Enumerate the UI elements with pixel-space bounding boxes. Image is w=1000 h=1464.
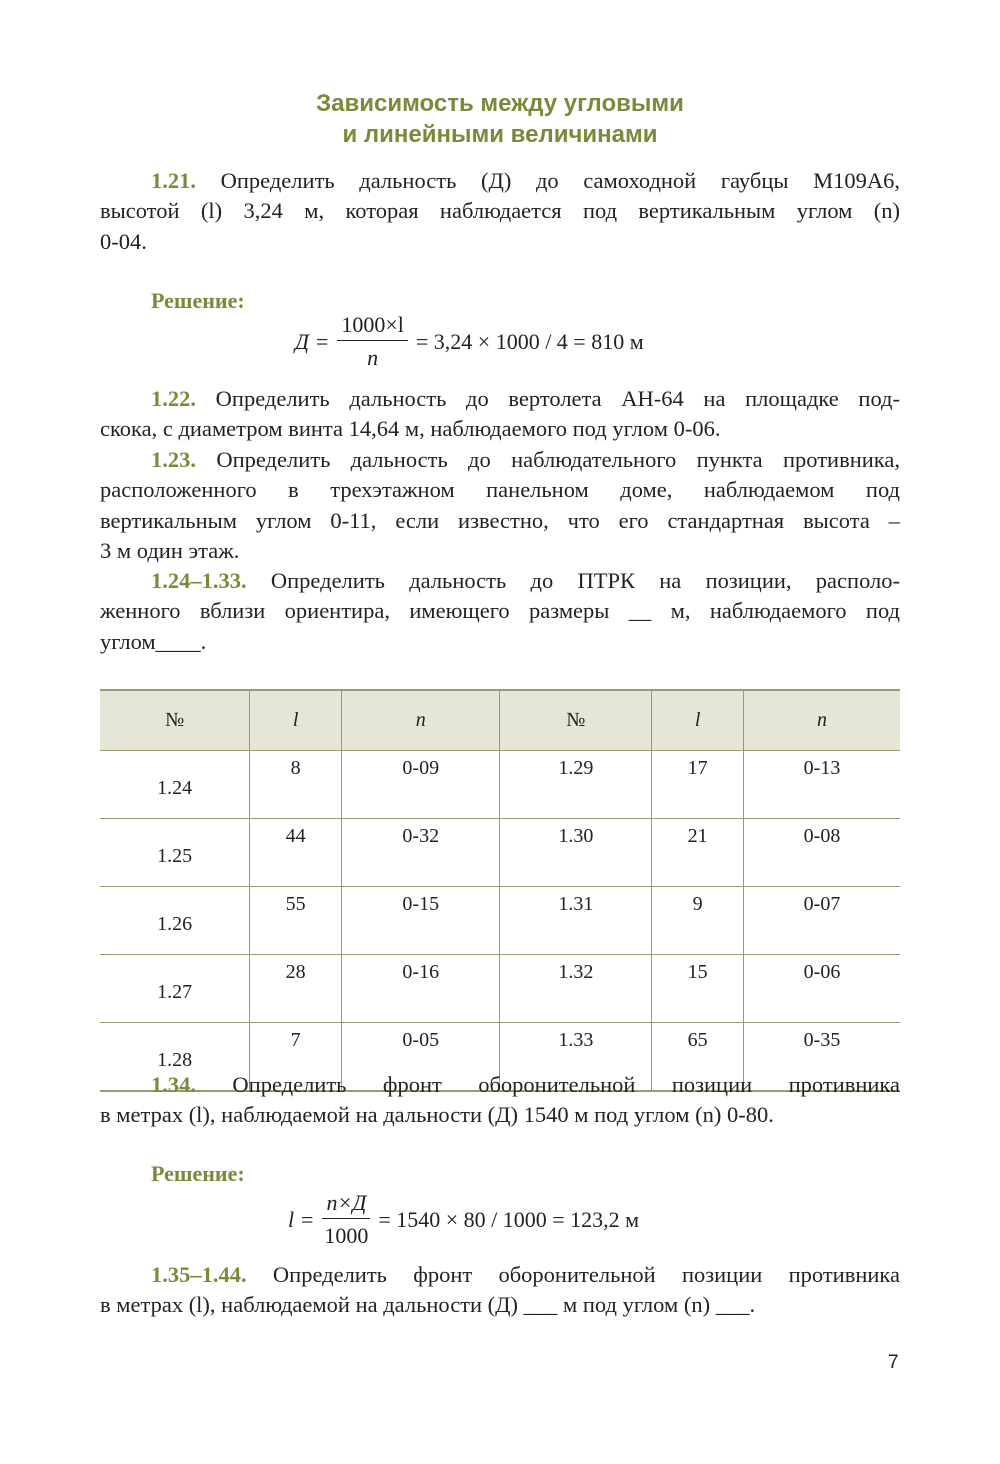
- text: Определить дальность до вертолета АН-64 на площадке под-: [196, 386, 900, 411]
- col-header: [342, 690, 500, 751]
- col-header-text: n: [415, 709, 426, 731]
- line: 3 м один этаж.: [100, 537, 240, 563]
- col-header-text: l: [694, 709, 701, 731]
- table-cell: 0-09: [342, 751, 500, 819]
- problem-1-35: [100, 1260, 900, 1321]
- table-row: [100, 887, 900, 955]
- text: Определить дальность (Д) до самоходной гаубцы М109А6,: [196, 168, 900, 193]
- formula-lhs: Д =: [295, 328, 330, 354]
- col-header: [652, 690, 744, 751]
- col-header: №: [100, 690, 250, 751]
- numerator: 1000×l: [337, 312, 408, 341]
- line: вертикальным углом 0-11, если известно, что его стандартная высота –: [100, 507, 900, 533]
- table-cell: 55: [250, 887, 342, 955]
- problem-number: 1.24–1.33.: [151, 568, 247, 593]
- table-cell: 0-35: [744, 1023, 900, 1092]
- line: расположенного в трехэтажном панельном доме, наблюдаемом под: [100, 477, 900, 503]
- table-cell: 0-13: [744, 751, 900, 819]
- text: Определить дальность до ПТРК на позиции, располо-: [246, 568, 900, 593]
- formula-rhs: = 3,24 × 1000 / 4 = 810 м: [415, 328, 644, 354]
- formula-rhs: = 1540 × 80 / 1000 = 123,2 м: [378, 1206, 640, 1232]
- line: углом____.: [100, 628, 207, 654]
- denominator: 1000: [324, 1223, 369, 1248]
- line: 0-04.: [100, 228, 147, 254]
- col-header-text: n: [817, 709, 828, 731]
- problem-1-22: [100, 384, 900, 445]
- table-cell: 0-32: [342, 819, 500, 887]
- table-cell: 9: [652, 887, 744, 955]
- table-cell: 1.29: [500, 751, 652, 819]
- table-cell: 1.27: [100, 955, 250, 1023]
- col-header: [250, 690, 342, 751]
- problem-number: 1.34.: [151, 1072, 196, 1097]
- line: [100, 166, 900, 196]
- line: [100, 384, 900, 414]
- problem-1-34: [100, 1070, 900, 1131]
- denominator: n: [367, 345, 379, 370]
- title-line: и линейными величинами: [342, 121, 658, 148]
- problem-1-21: [100, 166, 900, 257]
- problem-1-24: [100, 566, 900, 657]
- solution-label: Решение:: [151, 1161, 245, 1186]
- line: [100, 1260, 900, 1290]
- table-row: [100, 751, 900, 819]
- line: [100, 445, 900, 475]
- table-row: [100, 955, 900, 1023]
- fraction: [337, 312, 408, 371]
- numerator: n×Д: [322, 1190, 370, 1219]
- problem-number: 1.23.: [151, 447, 196, 472]
- problem-1-23: [100, 445, 900, 566]
- table-cell: 28: [250, 955, 342, 1023]
- table-cell: 7: [250, 1023, 342, 1092]
- section-title: [0, 88, 1000, 150]
- table-cell: 0-07: [744, 887, 900, 955]
- text: Определить дальность до наблюдательного пункта противника,: [196, 447, 900, 472]
- formula-front: [288, 1190, 639, 1249]
- table-cell: 0-08: [744, 819, 900, 887]
- data-table: [100, 689, 900, 1092]
- line: в метрах (l), наблюдаемой на дальности (Д) 1540 м под углом (n) 0-80.: [100, 1102, 774, 1128]
- table-cell: 1.26: [100, 887, 250, 955]
- text: Определить фронт оборонительной позиции противника: [246, 1262, 900, 1287]
- table-cell: 0-15: [342, 887, 500, 955]
- problem-number: 1.35–1.44.: [151, 1262, 247, 1287]
- text: Определить фронт оборонительной позиции противника: [196, 1072, 900, 1097]
- table-cell: 1.31: [500, 887, 652, 955]
- formula-lhs: l =: [288, 1206, 315, 1232]
- table-cell: 44: [250, 819, 342, 887]
- title-line: Зависимость между угловыми: [316, 90, 684, 117]
- table-cell: 15: [652, 955, 744, 1023]
- table-cell: 8: [250, 751, 342, 819]
- table-cell: 1.24: [100, 751, 250, 819]
- line: женного вблизи ориентира, имеющего размеры __ м, наблюдаемого под: [100, 598, 900, 624]
- table-cell: 1.32: [500, 955, 652, 1023]
- line: [100, 1070, 900, 1100]
- table-cell: 0-05: [342, 1023, 500, 1092]
- table-cell: 1.30: [500, 819, 652, 887]
- page-number: 7: [888, 1352, 899, 1373]
- table-row: [100, 819, 900, 887]
- fraction: [322, 1190, 370, 1249]
- formula-range: [295, 312, 644, 371]
- col-header: [744, 690, 900, 751]
- table-cell: 1.28: [100, 1023, 250, 1092]
- line: скока, с диаметром винта 14,64 м, наблюдаемого под углом 0-06.: [100, 416, 721, 442]
- solution-label: Решение:: [151, 288, 245, 313]
- problem-number: 1.22.: [151, 386, 196, 411]
- table-cell: 21: [652, 819, 744, 887]
- table-header-row: [100, 690, 900, 751]
- line: [100, 566, 900, 596]
- problem-number: 1.21.: [151, 168, 196, 193]
- col-header-text: l: [292, 709, 299, 731]
- line: в метрах (l), наблюдаемой на дальности (Д) ___ м под углом (n) ___.: [100, 1292, 756, 1318]
- table-cell: 0-06: [744, 955, 900, 1023]
- table-cell: 65: [652, 1023, 744, 1092]
- line: высотой (l) 3,24 м, которая наблюдается под вертикальным углом (n): [100, 198, 900, 224]
- col-header: №: [500, 690, 652, 751]
- table-cell: 17: [652, 751, 744, 819]
- table-cell: 1.33: [500, 1023, 652, 1092]
- table-cell: 1.25: [100, 819, 250, 887]
- table-cell: 0-16: [342, 955, 500, 1023]
